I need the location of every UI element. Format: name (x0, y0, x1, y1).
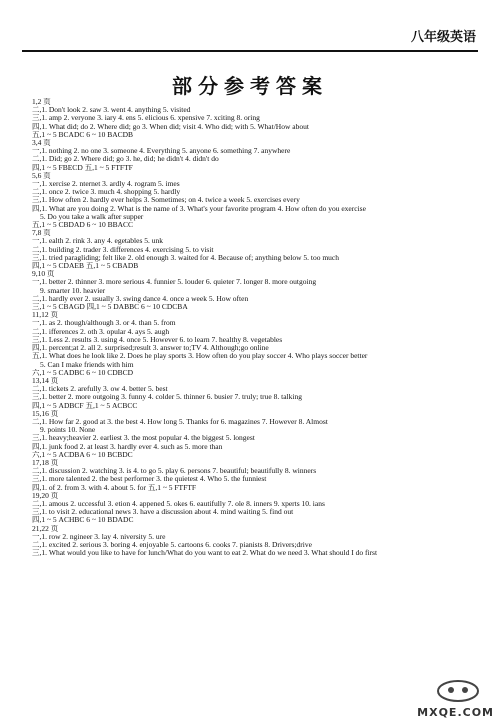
watermark-text: MXQE.COM (417, 706, 494, 719)
answer-line: 四,1 ~ 5 ACHBC 6 ~ 10 BDADC (32, 516, 134, 525)
answer-line: 三,1 ~ 5 CBAGD 四,1 ~ 5 DABBC 6 ~ 10 CDCBA (32, 303, 188, 312)
answer-line: 三,1. tried paragliding; felt like 2. old enough 3. waited for 4. Because of; anything below 5. too much (32, 253, 340, 262)
answer-line: 二,1. hardly ever 2. usually 3. swing dance 4. once a week 5. How often (32, 294, 249, 303)
answer-line: 四,1. percent;at 2. all 2. surprised;result 3. answer to;TV 4. Although;go online (32, 344, 269, 353)
page-range-heading: 1,2 页 (32, 98, 51, 106)
answer-line: 三,1. to visit 2. educational news 3. have a discussion about 4. mind waiting 5. find out (32, 508, 294, 517)
page-range-heading: 5,6 页 (32, 171, 51, 180)
watermark-logo-icon (436, 679, 480, 703)
answer-line: 一,1. as 2. though/although 3. or 4. than 5. from (32, 319, 176, 328)
answer-line: 二,1. building 2. trader 3. differences 4. exercising 5. to visit (32, 245, 214, 254)
answer-line: 三,1. more talented 2. the best performer 3. the quietest 4. Who 5. the funniest (32, 475, 267, 484)
answer-line: 四,1 ~ 5 CDAEB 五,1 ~ 5 CBADB (32, 262, 139, 271)
answer-line: 一,1. ealth 2. rink 3. any 4. egetables 5. unk (32, 237, 164, 246)
answer-line: 二,1. once 2. twice 3. much 4. shopping 5. hardly (32, 188, 181, 197)
answer-line: 二,1. Did; go 2. Where did; go 3. he, did; he didn't 4. didn't do (32, 155, 219, 164)
page-range-heading: 13,14 页 (32, 376, 59, 385)
page-range-heading: 7,8 页 (32, 229, 51, 238)
answer-line: 三,1. Less 2. results 3. using 4. once 5. However 6. to learn 7. healthy 8. vegetables (32, 335, 283, 344)
answer-line: 四,1. What did; do 2. Where did; go 3. When did; visit 4. Who did; with 5. What/How about (32, 122, 309, 131)
answer-line: 三,1. amp 2. veryone 3. iary 4. ens 5. elicious 6. xpensive 7. xciting 8. oring (32, 114, 260, 123)
answer-line: 二,1. discussion 2. watching 3. is 4. to go 5. play 6. persons 7. beautiful; beautifully 8. winners (32, 467, 317, 476)
answer-line: 9. smarter 10. heavier (40, 286, 106, 295)
answer-line: 四,1. junk food 2. at least 3. hardly ever 4. such as 5. more than (32, 442, 223, 451)
answer-line: 一,1. row 2. ngineer 3. lay 4. niversity 5. ure (32, 532, 166, 541)
grade-label: 八年级英语 (410, 30, 476, 45)
answer-line: 四,1 ~ 5 ADBCF 五,1 ~ 5 ACBCC (32, 401, 138, 410)
page-range-heading: 3,4 页 (32, 139, 51, 148)
title-box (0, 70, 500, 99)
answer-line: 二,1. amous 2. uccessful 3. etion 4. appened 5. okes 6. eautifully 7. ole 8. inners 9. xperts 10. ians (32, 499, 325, 508)
answer-line: 五,1 ~ 5 CBDAD 6 ~ 10 BBACC (32, 221, 134, 230)
page-title: 部分参考答案 (172, 74, 328, 98)
answer-line: 四,1. of 2. from 3. with 4. about 5. for 五,1 ~ 5 FTFTF (32, 483, 197, 492)
answer-line: 三,1. What would you like to have for lunch/What do you want to eat 2. What do we need 3. What should I do first (32, 549, 378, 558)
answer-line: 六,1 ~ 5 ACDBA 6 ~ 10 BCBDC (32, 450, 133, 459)
answer-line: 三,1. better 2. more outgoing 3. funny 4. colder 5. thinner 6. busier 7. truly; true 8. talking (32, 393, 302, 402)
answer-line: 四,1. What are you doing 2. What is the name of 3. What's your favorite program 4. How often do you exercise (32, 204, 366, 213)
answer-line: 四,1 ~ 5 FBECD 五,1 ~ 5 FTFTF (32, 163, 133, 172)
answer-list (32, 98, 482, 557)
page-range-heading: 19,20 页 (32, 491, 59, 500)
answer-line: 五,1. What does he look like 2. Does he play sports 3. How often do you play soccer 4. Who plays soccer better (32, 352, 368, 361)
answer-line: 二,1. Don't look 2. saw 3. went 4. anything 5. visited (32, 106, 191, 115)
answer-line: 一,1. better 2. thinner 3. more serious 4. funnier 5. louder 6. quieter 7. longer 8. more outgoing (32, 278, 317, 287)
answer-line: 二,1. excited 2. serious 3. boring 4. enjoyable 5. cartoons 6. cooks 7. pianists 8. Drivers;drive (32, 540, 312, 549)
page-range-heading: 9,10 页 (32, 270, 55, 279)
page-range-heading: 15,16 页 (32, 409, 59, 418)
answer-line: 二,1. tickets 2. arefully 3. ow 4. better 5. best (32, 385, 168, 394)
watermark (416, 679, 494, 719)
answer-line: 二,1. ifferences 2. oth 3. opular 4. ays 5. augh (32, 327, 170, 336)
answer-line: 三,1. How often 2. hardly ever helps 3. Sometimes; on 4. twice a week 5. exercises every (32, 196, 300, 205)
answer-line: 5. Do you take a walk after supper (40, 212, 144, 221)
answer-line: 五,1 ~ 5 BCADC 6 ~ 10 BACDB (32, 130, 134, 139)
answer-line: 5. Can I make friends with him (40, 360, 134, 369)
page-range-heading: 11,12 页 (32, 311, 58, 320)
answer-line: 9. points 10. None (40, 426, 96, 435)
page-header (22, 20, 478, 52)
page-range-heading: 21,22 页 (32, 524, 59, 533)
answer-line: 二,1. How far 2. good at 3. the best 4. How long 5. Thanks for 6. magazines 7. However 8. Almost (32, 417, 328, 426)
answer-line: 一,1. nothing 2. no one 3. someone 4. Everything 5. anyone 6. something 7. anywhere (32, 147, 291, 156)
page-range-heading: 17,18 页 (32, 458, 59, 467)
answer-line: 六,1 ~ 5 CADBC 6 ~ 10 CDBCD (32, 368, 134, 377)
answer-line: 三,1. heavy;heavier 2. earliest 3. the most popular 4. the biggest 5. longest (32, 434, 255, 443)
answer-line: 一,1. xercise 2. nternet 3. ardly 4. rogram 5. imes (32, 180, 180, 189)
